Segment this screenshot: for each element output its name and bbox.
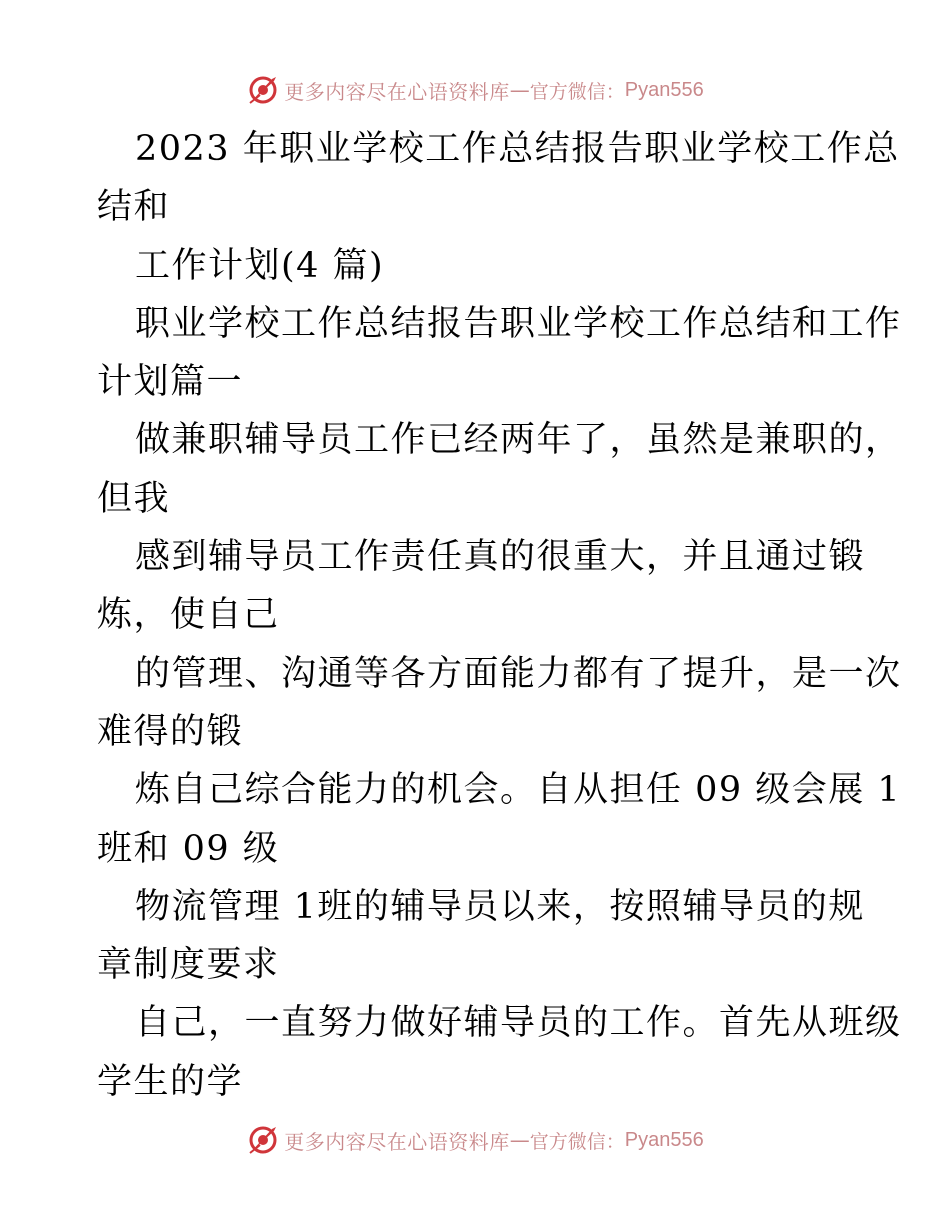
paragraph-line: 章制度要求 — [97, 945, 280, 986]
header-site-text: 更多内容尽在心语资料库 — [284, 79, 510, 104]
header-wechat-id: Pyan556 — [624, 78, 704, 101]
section-heading-line-2: 计划篇一 — [97, 362, 244, 403]
header-wechat-label: 官方微信： — [529, 80, 625, 103]
quill-logo-icon — [246, 1123, 280, 1157]
subtitle-line: 工作计划(4 篇) — [135, 245, 385, 286]
paragraph-line: 学生的学 — [97, 1061, 244, 1102]
footer-banner — [0, 1120, 950, 1160]
paragraph-line: 的管理、沟通等各方面能力都有了提升，是一次 — [135, 653, 902, 694]
paragraph-line: 难得的锻 — [97, 711, 244, 752]
footer-site-text: 更多内容尽在心语资料库 — [284, 1129, 510, 1154]
section-heading-line-1: 职业学校工作总结报告职业学校工作总结和工作 — [135, 303, 902, 344]
paragraph-line: 感到辅导员工作责任真的很重大，并且通过锻 — [135, 537, 866, 578]
footer-wechat-label: 官方微信： — [529, 1130, 625, 1153]
title-line-1: 2023 年职业学校工作总结报告职业学校工作总 — [135, 129, 900, 169]
header-dash: — — [509, 78, 530, 102]
paragraph-line: 但我 — [97, 478, 171, 519]
footer-wechat-id: Pyan556 — [624, 1128, 704, 1151]
document-body — [97, 120, 902, 1111]
paragraph-line: 炼，使自己 — [97, 595, 280, 636]
paragraph-line: 自己，一直努力做好辅导员的工作。首先从班级 — [135, 1003, 902, 1044]
paragraph-line: 炼自己综合能力的机会。自从担任 09 级会展 1 — [135, 770, 902, 811]
footer-dash: — — [509, 1128, 530, 1152]
title-line-2: 结和 — [97, 187, 171, 228]
paragraph-line: 班和 09 级 — [97, 828, 280, 869]
paragraph-line: 物流管理 1班的辅导员以来，按照辅导员的规 — [135, 886, 865, 927]
header-banner — [0, 70, 950, 110]
paragraph-line: 做兼职辅导员工作已经两年了，虽然是兼职的， — [135, 420, 902, 461]
quill-logo-icon — [246, 73, 280, 107]
